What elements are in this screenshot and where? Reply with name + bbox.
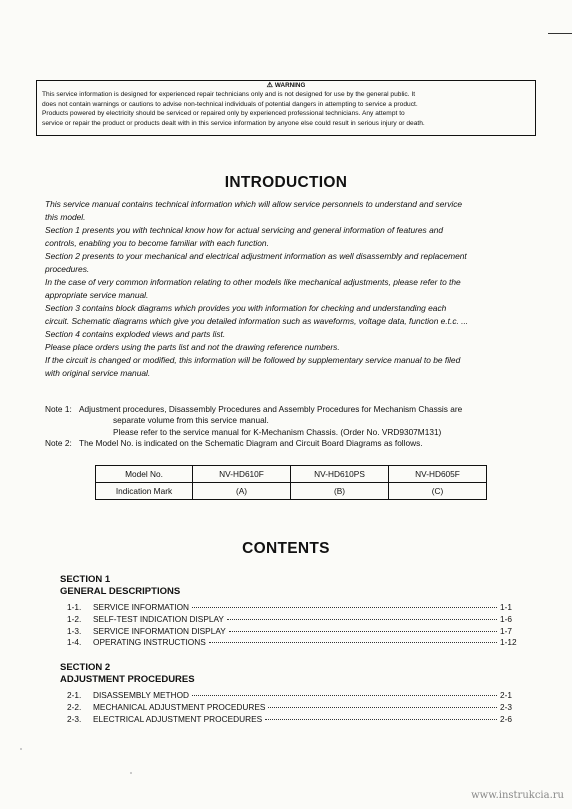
toc-leader: [268, 707, 497, 708]
note-2-line: The Model No. is indicated on the Schematic Diagram and Circuit Board Diagrams as follows.: [79, 437, 423, 448]
toc-page: 2-6: [500, 713, 512, 724]
section-title: ADJUSTMENT PROCEDURES: [60, 673, 195, 685]
note-1: [45, 404, 540, 438]
warning-line: does not contain warnings or cautions to advise non-technical individuals of potential dangers in attempting to service a product.: [42, 100, 418, 108]
scan-speck: [20, 748, 22, 750]
warning-title: [42, 82, 530, 90]
toc-number: 2-2.: [67, 701, 82, 712]
warning-title-text: WARNING: [274, 82, 306, 89]
intro-line: with original service manual.: [45, 368, 151, 378]
toc-page: 1-6: [500, 613, 512, 624]
note-2-label: Note 2:: [45, 437, 72, 448]
table-cell: (A): [193, 483, 291, 500]
toc-entry[interactable]: [60, 637, 520, 649]
intro-line: Section 1 presents you with technical know how for actual servicing and general information of features and: [45, 225, 444, 235]
table-row: [96, 466, 487, 483]
introduction-heading: INTRODUCTION: [224, 174, 348, 191]
intro-line: If the circuit is changed or modified, this information will be followed by supplementary service manual to be filed: [45, 355, 461, 365]
toc-title: MECHANICAL ADJUSTMENT PROCEDURES: [93, 701, 266, 712]
toc-title: SERVICE INFORMATION DISPLAY: [93, 625, 226, 636]
toc-section-2: [60, 662, 520, 725]
note-1-line: Please refer to the service manual for K-Mechanism Chassis. (Order No. VRD9307M131): [113, 426, 442, 437]
toc-number: 1-4.: [67, 637, 82, 648]
intro-line: procedures.: [45, 264, 90, 274]
model-indication-table: [95, 465, 487, 500]
intro-line: Please place orders using the parts list and not the drawing reference numbers.: [45, 342, 340, 352]
note-1-line: Adjustment procedures, Disassembly Procedures and Assembly Procedures for Mechanism Chassis are: [79, 404, 463, 414]
toc-title: DISASSEMBLY METHOD: [93, 690, 190, 700]
scan-speck: [130, 772, 132, 774]
table-cell: NV-HD610F: [193, 466, 291, 483]
toc-number: 2-1.: [67, 690, 82, 700]
toc-entry[interactable]: [60, 714, 520, 726]
toc-leader: [192, 695, 497, 696]
intro-line: this model.: [45, 212, 86, 222]
intro-line: circuit. Schematic diagrams which give you detailed information such as waveforms, voltage data, function e.t.c. ...: [45, 316, 469, 326]
toc-title: SERVICE INFORMATION: [93, 602, 190, 612]
toc-entry[interactable]: [60, 614, 520, 626]
table-cell: (C): [389, 483, 487, 500]
toc-title: ELECTRICAL ADJUSTMENT PROCEDURES: [93, 713, 263, 724]
section-label: SECTION 2: [60, 662, 111, 673]
warning-line: service or repair the product or products dealt with in this service information by anyone else could result in serious injury or death.: [42, 119, 425, 127]
toc-entry[interactable]: [60, 602, 520, 614]
toc-title: OPERATING INSTRUCTIONS: [93, 637, 206, 648]
toc-leader: [229, 631, 497, 632]
table-row: [96, 483, 487, 500]
page-edge-mark: [548, 33, 572, 34]
toc-page: 1-12: [500, 637, 517, 648]
notes: [45, 404, 540, 449]
toc-leader: [192, 607, 497, 608]
warning-line: Products powered by electricity should be serviced or repaired only by experienced professional technicians. Any attempt to: [42, 110, 405, 118]
toc-page: 1-7: [500, 625, 512, 636]
note-1-line: separate volume from this service manual.: [113, 415, 269, 426]
warning-line: This service information is designed for experienced repair technicians only and is not designed for use by the general public. It: [42, 91, 416, 98]
intro-line: In the case of very common information relating to other models like mechanical adjustments, please refer to the: [45, 277, 461, 287]
table-cell: NV-HD605F: [389, 466, 487, 483]
toc-number: 1-3.: [67, 625, 82, 636]
toc-number: 1-2.: [67, 613, 82, 624]
intro-line: Section 2 presents to your mechanical and electrical adjustment information as well disassembly and replacement: [45, 251, 467, 261]
toc-number: 1-1.: [67, 602, 82, 612]
warning-text: [42, 90, 530, 128]
intro-line: This service manual contains technical information which will allow service personnels to understand and service: [45, 199, 463, 209]
toc-page: 1-1: [500, 602, 512, 612]
intro-line: Section 4 contains exploded views and parts list.: [45, 329, 226, 339]
toc-title: SELF-TEST INDICATION DISPLAY: [93, 613, 224, 624]
warning-triangle-icon: ⚠: [266, 82, 273, 89]
toc-entry[interactable]: [60, 626, 520, 638]
table-cell: Indication Mark: [96, 483, 193, 500]
intro-line: appropriate service manual.: [45, 290, 149, 300]
toc-entry[interactable]: [60, 690, 520, 702]
contents-heading: CONTENTS: [242, 540, 330, 557]
toc-leader: [209, 642, 497, 643]
toc-leader: [265, 719, 497, 720]
intro-line: controls, enabling you to become familiar with each function.: [45, 238, 269, 248]
introduction-text: [45, 198, 533, 380]
note-2: [45, 438, 540, 449]
note-1-label: Note 1:: [45, 404, 72, 414]
table-cell: (B): [291, 483, 389, 500]
toc-leader: [227, 619, 497, 620]
warning-box: [36, 80, 536, 136]
toc-page: 2-3: [500, 701, 512, 712]
section-title: GENERAL DESCRIPTIONS: [60, 585, 181, 597]
section-label: SECTION 1: [60, 574, 111, 585]
watermark: www.instrukcia.ru: [471, 790, 564, 801]
intro-line: Section 3 contains block diagrams which provides you with information for checking and understanding each: [45, 303, 447, 313]
toc-entry[interactable]: [60, 702, 520, 714]
table-cell: NV-HD610PS: [291, 466, 389, 483]
table-cell: Model No.: [96, 466, 193, 483]
toc-page: 2-1: [500, 690, 512, 700]
toc-number: 2-3.: [67, 713, 82, 724]
toc-section-1: [60, 574, 520, 649]
